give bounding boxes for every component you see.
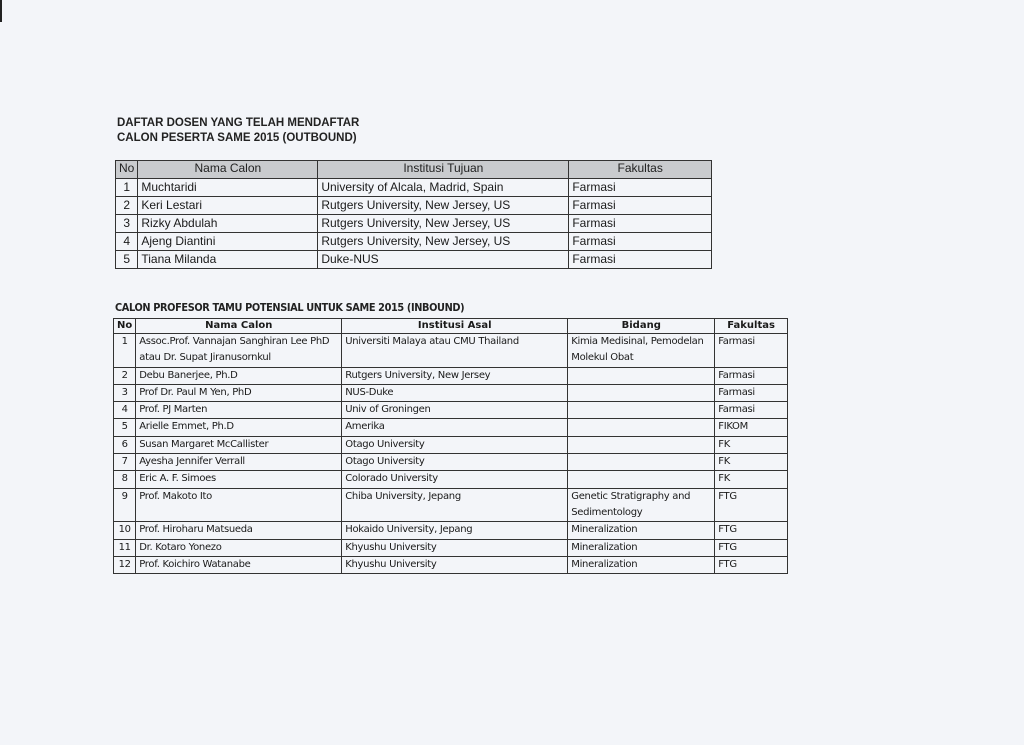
cell-no: 11 bbox=[114, 539, 136, 556]
header-fakultas: Fakultas bbox=[569, 161, 712, 179]
header-nama-calon: Nama Calon bbox=[136, 319, 342, 334]
cell-no: 12 bbox=[114, 556, 136, 573]
cell-fakultas: Farmasi bbox=[715, 384, 788, 401]
cell-no: 8 bbox=[114, 471, 136, 488]
table-row bbox=[114, 384, 788, 401]
table-row bbox=[114, 454, 788, 471]
cell-institusi-asal: Khyushu University bbox=[342, 539, 568, 556]
cell-institusi-asal: Otago University bbox=[342, 436, 568, 453]
cell-institusi-asal: Rutgers University, New Jersey bbox=[342, 367, 568, 384]
cell-no: 3 bbox=[114, 384, 136, 401]
cell-fakultas: FTG bbox=[715, 539, 788, 556]
cell-nama-calon: Rizky Abdulah bbox=[138, 215, 318, 233]
inbound-header-row bbox=[114, 319, 788, 334]
table-row bbox=[114, 402, 788, 419]
cell-fakultas: FIKOM bbox=[715, 419, 788, 436]
table-row bbox=[116, 215, 712, 233]
cell-nama-calon: Prof Dr. Paul M Yen, PhD bbox=[136, 384, 342, 401]
cell-nama-calon: Tiana Milanda bbox=[138, 251, 318, 269]
cell-fakultas: Farmasi bbox=[569, 179, 712, 197]
cell-bidang bbox=[568, 402, 715, 419]
cell-no: 2 bbox=[114, 367, 136, 384]
cell-institusi-asal: Colorado University bbox=[342, 471, 568, 488]
cell-institusi-asal: Hokaido University, Jepang bbox=[342, 522, 568, 539]
table-row bbox=[114, 367, 788, 384]
cell-fakultas: Farmasi bbox=[569, 215, 712, 233]
table-row bbox=[114, 539, 788, 556]
cell-no: 2 bbox=[116, 197, 138, 215]
cell-nama-calon: Eric A. F. Simoes bbox=[136, 471, 342, 488]
table-row bbox=[114, 556, 788, 573]
cell-fakultas: Farmasi bbox=[715, 402, 788, 419]
cell-bidang: Mineralization bbox=[568, 522, 715, 539]
cell-bidang bbox=[568, 436, 715, 453]
cell-nama-calon: Dr. Kotaro Yonezo bbox=[136, 539, 342, 556]
cell-bidang bbox=[568, 454, 715, 471]
cell-no: 4 bbox=[114, 402, 136, 419]
cell-bidang bbox=[568, 384, 715, 401]
cell-bidang bbox=[568, 471, 715, 488]
header-bidang: Bidang bbox=[568, 319, 715, 334]
cell-no: 6 bbox=[114, 436, 136, 453]
cell-institusi-tujuan: Rutgers University, New Jersey, US bbox=[318, 233, 569, 251]
table-row bbox=[116, 251, 712, 269]
cell-institusi-asal: NUS-Duke bbox=[342, 384, 568, 401]
cell-nama-calon: Ajeng Diantini bbox=[138, 233, 318, 251]
header-institusi-asal: Institusi Asal bbox=[342, 319, 568, 334]
cell-nama-calon: Prof. Hiroharu Matsueda bbox=[136, 522, 342, 539]
outbound-header-row bbox=[116, 161, 712, 179]
cell-bidang bbox=[568, 367, 715, 384]
table-row bbox=[114, 436, 788, 453]
cell-bidang bbox=[568, 419, 715, 436]
cell-fakultas: FTG bbox=[715, 488, 788, 522]
cell-institusi-asal: Khyushu University bbox=[342, 556, 568, 573]
cell-institusi-asal: Univ of Groningen bbox=[342, 402, 568, 419]
cell-bidang: Kimia Medisinal, Pemodelan Molekul Obat bbox=[568, 334, 715, 368]
cell-bidang: Genetic Stratigraphy and Sedimentology bbox=[568, 488, 715, 522]
inbound-title: CALON PROFESOR TAMU POTENSIAL UNTUK SAME 2015 (INBOUND) bbox=[115, 302, 465, 314]
outbound-title-line2: CALON PESERTA SAME 2015 (OUTBOUND) bbox=[117, 132, 357, 144]
outbound-table bbox=[115, 160, 712, 269]
cell-no: 5 bbox=[116, 251, 138, 269]
cell-bidang: Mineralization bbox=[568, 556, 715, 573]
cell-no: 7 bbox=[114, 454, 136, 471]
cell-fakultas: FTG bbox=[715, 556, 788, 573]
cell-no: 1 bbox=[114, 334, 136, 368]
cell-no: 5 bbox=[114, 419, 136, 436]
cell-nama-calon: Prof. PJ Marten bbox=[136, 402, 342, 419]
cell-institusi-asal: Universiti Malaya atau CMU Thailand bbox=[342, 334, 568, 368]
table-row bbox=[114, 488, 788, 522]
cell-no: 10 bbox=[114, 522, 136, 539]
cell-nama-calon: Arielle Emmet, Ph.D bbox=[136, 419, 342, 436]
scan-edge-mark bbox=[0, 0, 2, 22]
inbound-table bbox=[113, 318, 788, 574]
cell-fakultas: FK bbox=[715, 471, 788, 488]
cell-nama-calon: Debu Banerjee, Ph.D bbox=[136, 367, 342, 384]
header-institusi-tujuan: Institusi Tujuan bbox=[318, 161, 569, 179]
cell-nama-calon: Susan Margaret McCallister bbox=[136, 436, 342, 453]
cell-fakultas: Farmasi bbox=[569, 251, 712, 269]
cell-fakultas: Farmasi bbox=[715, 334, 788, 368]
cell-nama-calon: Muchtaridi bbox=[138, 179, 318, 197]
table-row bbox=[114, 471, 788, 488]
cell-nama-calon: Keri Lestari bbox=[138, 197, 318, 215]
cell-nama-calon: Ayesha Jennifer Verrall bbox=[136, 454, 342, 471]
outbound-title-line1: DAFTAR DOSEN YANG TELAH MENDAFTAR bbox=[117, 117, 360, 129]
cell-institusi-asal: Chiba University, Jepang bbox=[342, 488, 568, 522]
cell-institusi-asal: Amerika bbox=[342, 419, 568, 436]
header-nama-calon: Nama Calon bbox=[138, 161, 318, 179]
table-row bbox=[114, 522, 788, 539]
cell-fakultas: FTG bbox=[715, 522, 788, 539]
table-row bbox=[116, 197, 712, 215]
table-row bbox=[114, 334, 788, 368]
header-no: No bbox=[116, 161, 138, 179]
cell-no: 1 bbox=[116, 179, 138, 197]
cell-nama-calon: Assoc.Prof. Vannajan Sanghiran Lee PhD atau Dr. Supat Jiranusornkul bbox=[136, 334, 342, 368]
table-row bbox=[116, 179, 712, 197]
table-row bbox=[116, 233, 712, 251]
cell-no: 9 bbox=[114, 488, 136, 522]
table-row bbox=[114, 419, 788, 436]
cell-institusi-tujuan: Rutgers University, New Jersey, US bbox=[318, 197, 569, 215]
header-no: No bbox=[114, 319, 136, 334]
cell-institusi-tujuan: Duke-NUS bbox=[318, 251, 569, 269]
cell-no: 4 bbox=[116, 233, 138, 251]
header-fakultas: Fakultas bbox=[715, 319, 788, 334]
cell-institusi-asal: Otago University bbox=[342, 454, 568, 471]
cell-institusi-tujuan: Rutgers University, New Jersey, US bbox=[318, 215, 569, 233]
cell-nama-calon: Prof. Makoto Ito bbox=[136, 488, 342, 522]
cell-fakultas: FK bbox=[715, 454, 788, 471]
outbound-title bbox=[117, 116, 359, 146]
cell-institusi-tujuan: University of Alcala, Madrid, Spain bbox=[318, 179, 569, 197]
cell-bidang: Mineralization bbox=[568, 539, 715, 556]
cell-fakultas: FK bbox=[715, 436, 788, 453]
cell-no: 3 bbox=[116, 215, 138, 233]
cell-fakultas: Farmasi bbox=[569, 233, 712, 251]
cell-fakultas: Farmasi bbox=[715, 367, 788, 384]
cell-fakultas: Farmasi bbox=[569, 197, 712, 215]
cell-nama-calon: Prof. Koichiro Watanabe bbox=[136, 556, 342, 573]
